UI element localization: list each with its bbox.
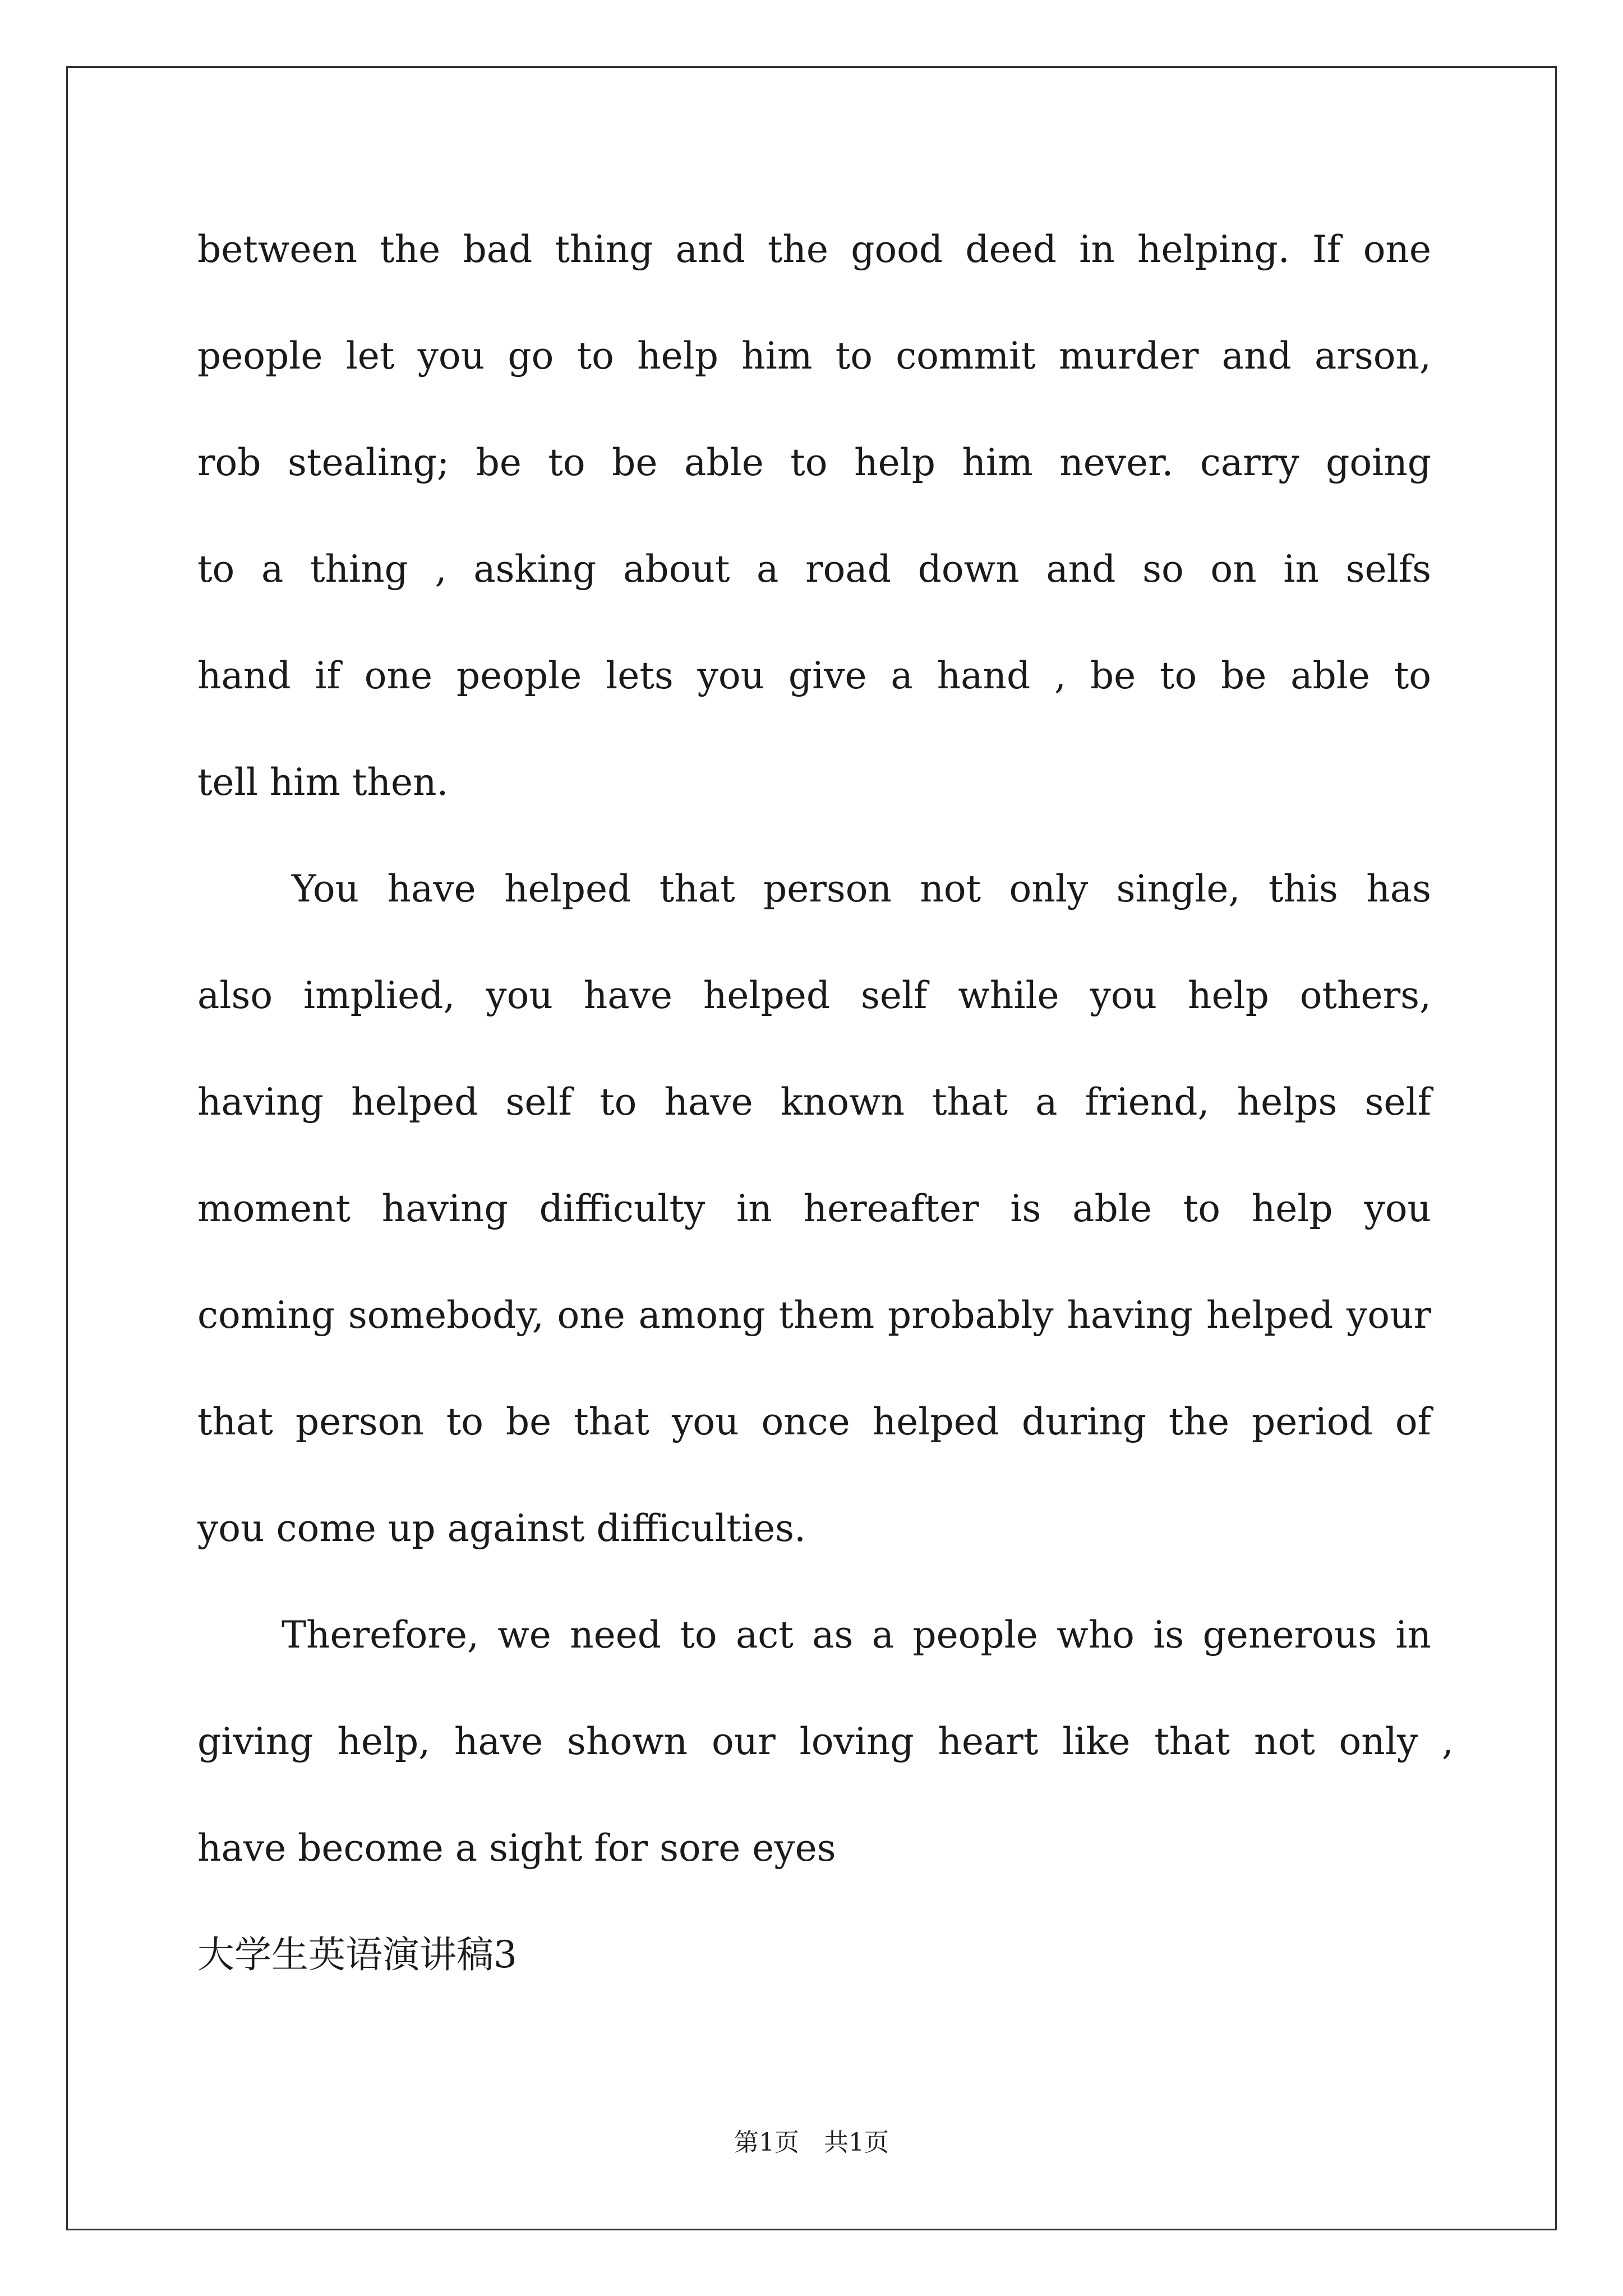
- text-line: that person to be that you once helped during the period of: [197, 1400, 1431, 1443]
- text-line: hand if one people lets you give a hand , be to be able to: [197, 654, 1431, 697]
- text-line: having helped self to have known that a friend, helps self: [197, 1080, 1431, 1124]
- text-line: you come up against difficulties.: [197, 1507, 806, 1550]
- section-heading: 大学生英语演讲稿3: [197, 1933, 517, 1976]
- text-line: people let you go to help him to commit murder and arson,: [197, 334, 1431, 378]
- text-line: moment having difficulty in hereafter is able to help you: [197, 1187, 1431, 1230]
- paragraph-first-line: You have helped that person not only single, this has: [292, 867, 1431, 910]
- text-line: also implied, you have helped self while you help others,: [197, 974, 1431, 1017]
- page-number-footer: 第1页 共1页: [734, 2128, 889, 2157]
- paragraph-first-line: Therefore, we need to act as a people who is generous in: [282, 1613, 1431, 1657]
- text-line: between the bad thing and the good deed in helping. If one: [197, 228, 1431, 271]
- text-line: to a thing , asking about a road down and so on in selfs: [197, 547, 1431, 591]
- text-line: rob stealing; be to be able to help him never. carry going: [197, 441, 1431, 484]
- text-line: tell him then.: [197, 761, 449, 804]
- page-border: [66, 66, 1557, 2230]
- text-line: coming somebody, one among them probably having helped your: [197, 1294, 1431, 1337]
- text-line: have become a sight for sore eyes: [197, 1826, 836, 1870]
- text-line: giving help, have shown our loving heart like that not only ,: [197, 1720, 1454, 1763]
